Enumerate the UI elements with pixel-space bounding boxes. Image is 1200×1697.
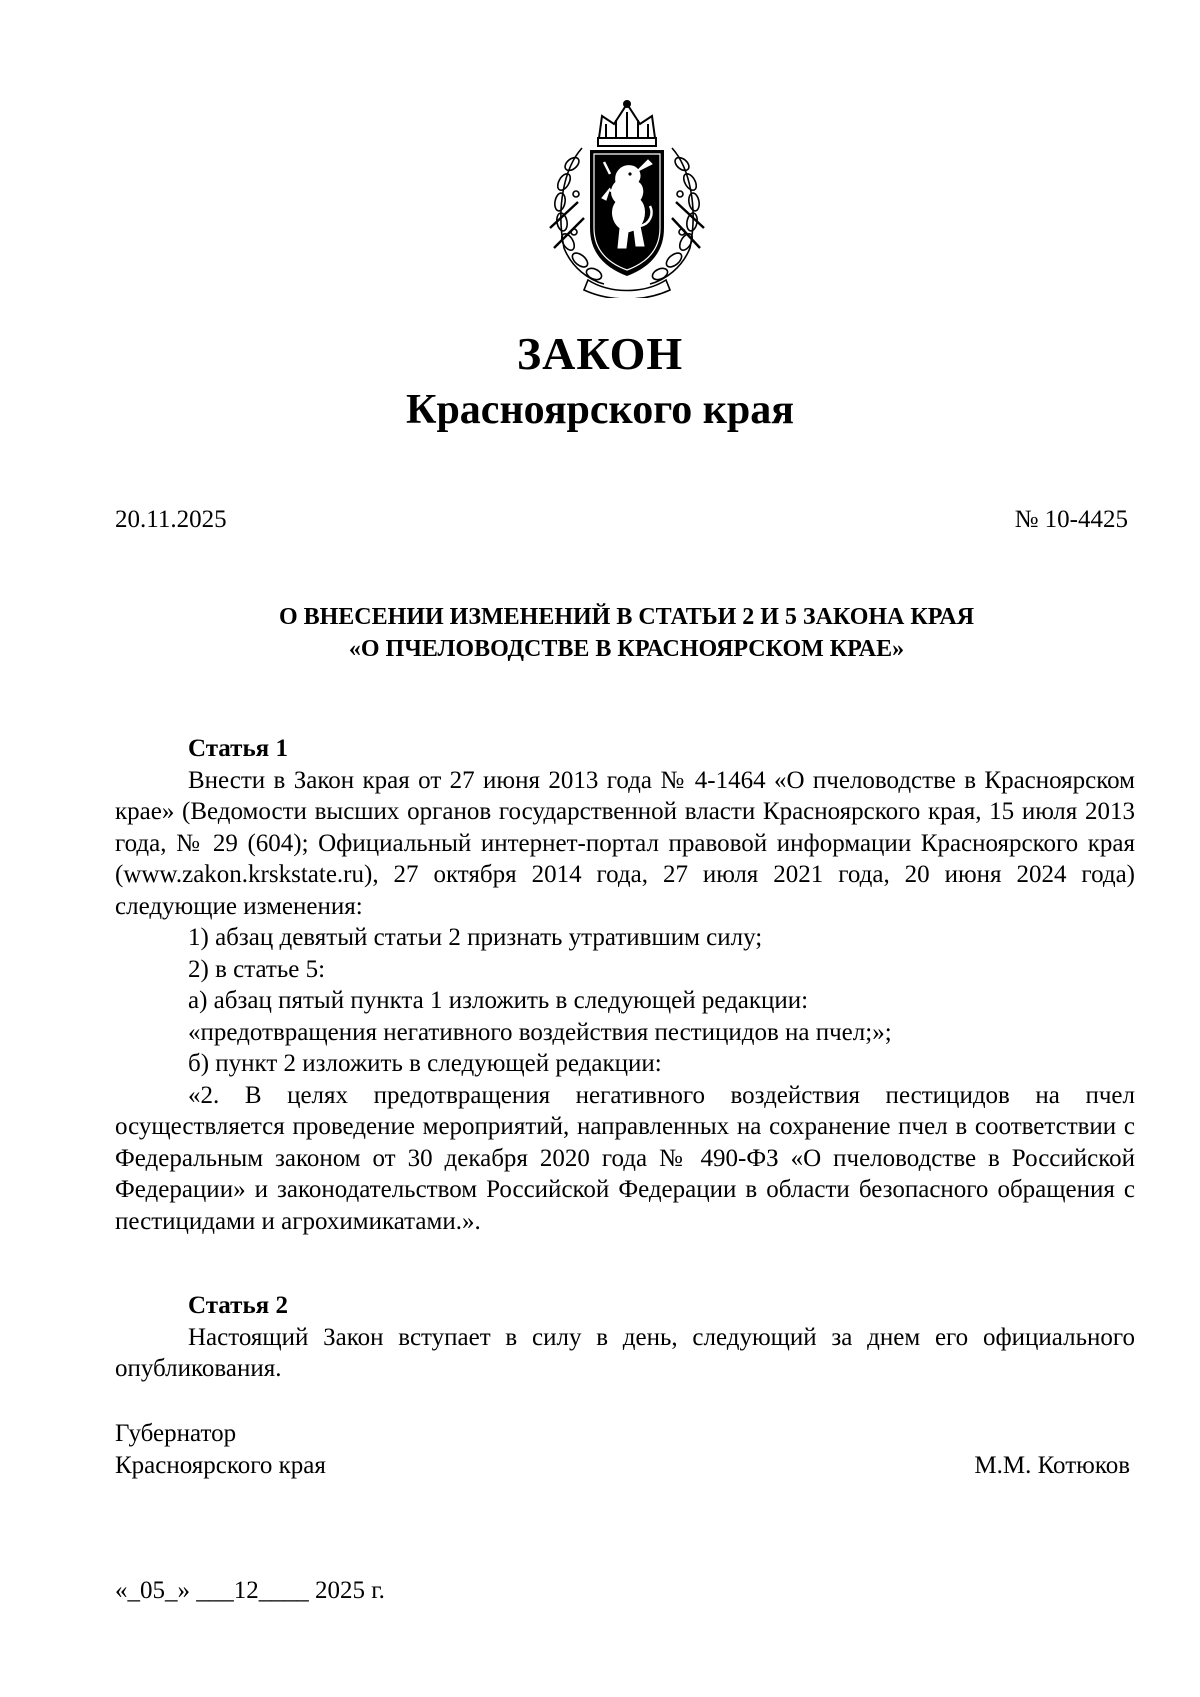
document-number: № 10-4425 xyxy=(1014,506,1128,533)
coat-of-arms-icon xyxy=(544,98,710,298)
article-1-title: Статья 1 xyxy=(188,735,288,762)
signatory-position-line-1: Губернатор xyxy=(115,1420,237,1447)
heading-line-1: О ВНЕСЕНИИ ИЗМЕНЕНИЙ В СТАТЬИ 2 И 5 ЗАКОНА КРАЯ xyxy=(278,604,975,630)
signature-block xyxy=(115,1418,1130,1482)
article-1-paragraph: б) пункт 2 изложить в следующей редакции: xyxy=(188,1050,662,1077)
article-1-paragraph: 1) абзац девятый статьи 2 признать утратившим силу; xyxy=(188,924,763,951)
signatory-position-line-2: Красноярского края xyxy=(115,1452,326,1479)
article-1-paragraph: Внести в Закон края от 27 июня 2013 года № 4-1464 «О пчеловодстве в Красноярском крае» (Ведомости высших органов государственной власти Красноярского края, 15 июля 2013 года, № 29 (604); Официальный интернет-портал правовой информации Красноярского края (www.zakon.krskstate.ru), 27 октября 2014 года, 27 июля 2021 года, 20 июня 2024 года) следующие изменения: xyxy=(115,766,1135,920)
article-1 xyxy=(115,733,1135,1237)
article-1-paragraph: «2. В целях предотвращения негативного воздействия пестицидов на пчел осуществляется проведение мероприятий, направленных на сохранение пчел в соответствии с Федеральным законом от 30 декабря 2020 года № 490-ФЗ «О пчеловодстве в Российской Федерации» и законодательством Российской Федерации в области безопасного обращения с пестицидами и агрохимикатами.». xyxy=(115,1081,1135,1235)
document-title: ЗАКОН xyxy=(516,328,684,379)
signed-date: «_05_» ___12____ 2025 г. xyxy=(115,1577,385,1604)
document-meta xyxy=(115,505,1128,535)
article-2-paragraph: Настоящий Закон вступает в силу в день, следующий за днем его официального опубликования. xyxy=(115,1323,1135,1382)
heading-line-2: «О ПЧЕЛОВОДСТВЕ В КРАСНОЯРСКОМ КРАЕ» xyxy=(348,636,905,662)
document-date: 20.11.2025 xyxy=(115,506,227,533)
article-2-title: Статья 2 xyxy=(188,1292,288,1319)
article-1-paragraph: а) абзац пятый пункта 1 изложить в следующей редакции: xyxy=(188,987,809,1014)
signature-row xyxy=(115,1450,1130,1482)
signatory-name: М.М. Котюков xyxy=(974,1452,1130,1479)
document-heading xyxy=(0,601,1200,665)
article-2 xyxy=(115,1290,1135,1385)
document-subtitle: Красноярского края xyxy=(405,387,795,433)
article-1-paragraph: «предотвращения негативного воздействия пестицидов на пчел;»; xyxy=(188,1018,892,1046)
article-1-paragraph: 2) в статье 5: xyxy=(188,955,326,983)
